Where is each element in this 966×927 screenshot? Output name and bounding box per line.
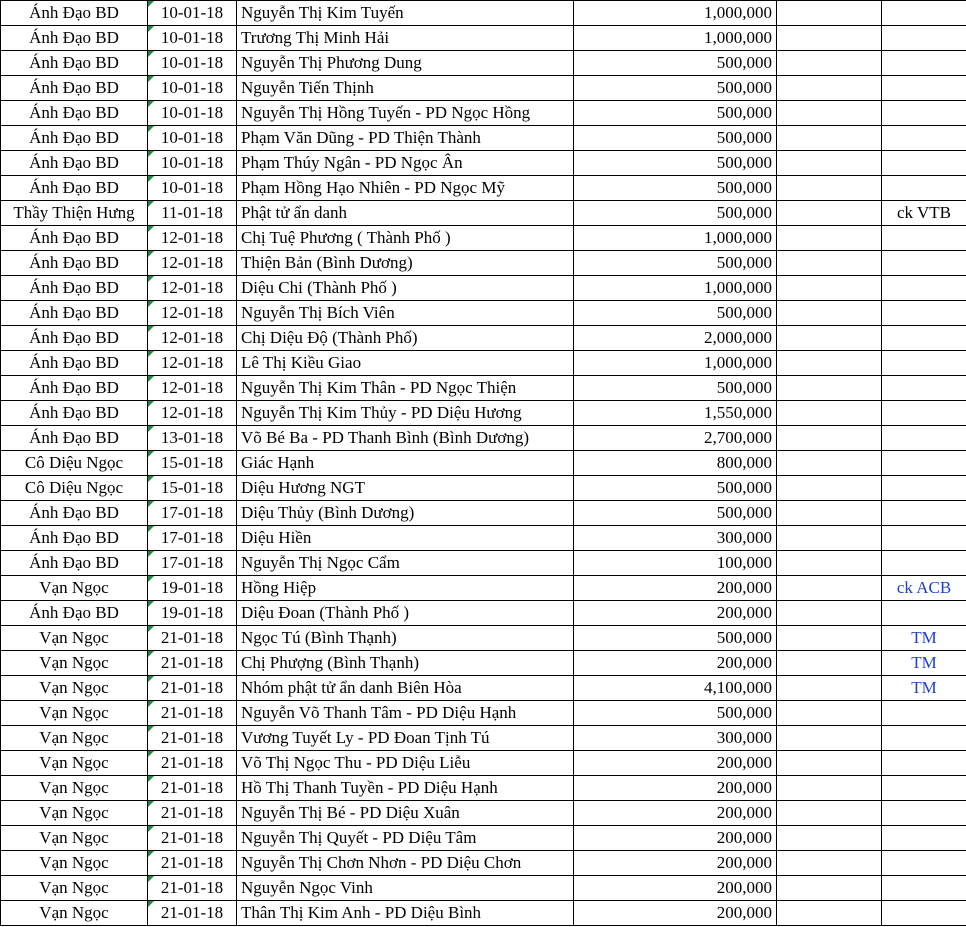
- cell-donor-name[interactable]: Nguyễn Thị Kim Thân - PD Ngọc Thiện: [237, 376, 574, 401]
- cell-amount[interactable]: 500,000: [574, 626, 777, 651]
- cell-empty[interactable]: [777, 326, 882, 351]
- cell-donor-name[interactable]: Nguyễn Thị Quyết - PD Diệu Tâm: [237, 826, 574, 851]
- table-row: [1, 701, 966, 726]
- table-row: [1, 776, 966, 801]
- cell-source[interactable]: Vạn Ngọc: [1, 851, 148, 876]
- cell-note[interactable]: [882, 876, 966, 901]
- cell-date[interactable]: 21-01-18: [148, 826, 237, 851]
- cell-source[interactable]: Vạn Ngọc: [1, 626, 148, 651]
- cell-note[interactable]: [882, 451, 966, 476]
- cell-date[interactable]: 10-01-18: [148, 76, 237, 101]
- cell-empty[interactable]: [777, 676, 882, 701]
- table-row: [1, 451, 966, 476]
- cell-empty[interactable]: [777, 426, 882, 451]
- cell-source[interactable]: Ánh Đạo BD: [1, 601, 148, 626]
- table-row: [1, 551, 966, 576]
- cell-date[interactable]: 21-01-18: [148, 876, 237, 901]
- table-row: [1, 351, 966, 376]
- cell-donor-name[interactable]: Nguyễn Thị Chơn Nhơn - PD Diệu Chơn: [237, 851, 574, 876]
- cell-donor-name[interactable]: Nguyễn Thị Bé - PD Diệu Xuân: [237, 801, 574, 826]
- cell-note[interactable]: [882, 1, 966, 26]
- cell-empty[interactable]: [777, 451, 882, 476]
- cell-source[interactable]: Vạn Ngọc: [1, 901, 148, 926]
- table-row: [1, 301, 966, 326]
- cell-amount[interactable]: 1,000,000: [574, 276, 777, 301]
- table-row: [1, 851, 966, 876]
- cell-empty[interactable]: [777, 651, 882, 676]
- table-row: [1, 876, 966, 901]
- cell-empty[interactable]: [777, 476, 882, 501]
- table-row: [1, 1, 966, 26]
- cell-amount[interactable]: 2,700,000: [574, 426, 777, 451]
- cell-date[interactable]: 10-01-18: [148, 126, 237, 151]
- cell-note[interactable]: [882, 126, 966, 151]
- cell-amount[interactable]: 200,000: [574, 601, 777, 626]
- cell-note[interactable]: [882, 326, 966, 351]
- cell-donor-name[interactable]: Nguyễn Võ Thanh Tâm - PD Diệu Hạnh: [237, 701, 574, 726]
- table-row: [1, 151, 966, 176]
- cell-amount[interactable]: 200,000: [574, 651, 777, 676]
- cell-source[interactable]: Vạn Ngọc: [1, 651, 148, 676]
- table-row: [1, 801, 966, 826]
- table-row: [1, 276, 966, 301]
- cell-note[interactable]: [882, 351, 966, 376]
- cell-empty[interactable]: [777, 301, 882, 326]
- cell-donor-name[interactable]: Giác Hạnh: [237, 451, 574, 476]
- cell-note[interactable]: TM: [882, 626, 966, 651]
- cell-empty[interactable]: [777, 201, 882, 226]
- cell-note[interactable]: [882, 226, 966, 251]
- table-row: [1, 751, 966, 776]
- table-row: [1, 401, 966, 426]
- cell-date[interactable]: 21-01-18: [148, 651, 237, 676]
- cell-date[interactable]: 10-01-18: [148, 101, 237, 126]
- cell-donor-name[interactable]: Nhóm phật tử ẩn danh Biên Hòa: [237, 676, 574, 701]
- cell-amount[interactable]: 500,000: [574, 301, 777, 326]
- cell-amount[interactable]: 300,000: [574, 526, 777, 551]
- cell-donor-name[interactable]: Nguyễn Thị Phương Dung: [237, 51, 574, 76]
- cell-empty[interactable]: [777, 76, 882, 101]
- table-row: [1, 726, 966, 751]
- cell-date[interactable]: 19-01-18: [148, 601, 237, 626]
- cell-donor-name[interactable]: Ngọc Tú (Bình Thạnh): [237, 626, 574, 651]
- cell-empty[interactable]: [777, 101, 882, 126]
- cell-source[interactable]: Ánh Đạo BD: [1, 51, 148, 76]
- cell-empty[interactable]: [777, 751, 882, 776]
- cell-amount[interactable]: 500,000: [574, 51, 777, 76]
- cell-donor-name[interactable]: Thiện Bản (Bình Dương): [237, 251, 574, 276]
- cell-empty[interactable]: [777, 801, 882, 826]
- cell-date[interactable]: 15-01-18: [148, 476, 237, 501]
- table-row: [1, 826, 966, 851]
- cell-date[interactable]: 21-01-18: [148, 851, 237, 876]
- table-row: [1, 426, 966, 451]
- cell-note[interactable]: [882, 801, 966, 826]
- cell-amount[interactable]: 2,000,000: [574, 326, 777, 351]
- cell-empty[interactable]: [777, 826, 882, 851]
- cell-donor-name[interactable]: Chị Tuệ Phương ( Thành Phố ): [237, 226, 574, 251]
- cell-note[interactable]: TM: [882, 676, 966, 701]
- cell-donor-name[interactable]: Phạm Thúy Ngân - PD Ngọc Ân: [237, 151, 574, 176]
- cell-note[interactable]: [882, 101, 966, 126]
- cell-donor-name[interactable]: Nguyễn Ngọc Vinh: [237, 876, 574, 901]
- cell-amount[interactable]: 500,000: [574, 201, 777, 226]
- cell-source[interactable]: Vạn Ngọc: [1, 726, 148, 751]
- table-row: [1, 476, 966, 501]
- cell-source[interactable]: Ánh Đạo BD: [1, 276, 148, 301]
- cell-source[interactable]: Ánh Đạo BD: [1, 226, 148, 251]
- cell-empty[interactable]: [777, 351, 882, 376]
- cell-source[interactable]: Ánh Đạo BD: [1, 26, 148, 51]
- cell-amount[interactable]: 4,100,000: [574, 676, 777, 701]
- cell-empty[interactable]: [777, 126, 882, 151]
- cell-empty[interactable]: [777, 526, 882, 551]
- cell-empty[interactable]: [777, 176, 882, 201]
- cell-source[interactable]: Ánh Đạo BD: [1, 401, 148, 426]
- cell-donor-name[interactable]: Diệu Hương NGT: [237, 476, 574, 501]
- cell-empty[interactable]: [777, 51, 882, 76]
- cell-date[interactable]: 17-01-18: [148, 526, 237, 551]
- cell-empty[interactable]: [777, 601, 882, 626]
- cell-source[interactable]: Ánh Đạo BD: [1, 101, 148, 126]
- cell-source[interactable]: Ánh Đạo BD: [1, 526, 148, 551]
- table-row: [1, 226, 966, 251]
- cell-amount[interactable]: 1,550,000: [574, 401, 777, 426]
- table-row: [1, 251, 966, 276]
- cell-donor-name[interactable]: Diệu Đoan (Thành Phố ): [237, 601, 574, 626]
- cell-source[interactable]: Ánh Đạo BD: [1, 1, 148, 26]
- cell-empty[interactable]: [777, 576, 882, 601]
- cell-date[interactable]: 12-01-18: [148, 251, 237, 276]
- cell-amount[interactable]: 100,000: [574, 551, 777, 576]
- cell-note[interactable]: [882, 701, 966, 726]
- cell-date[interactable]: 12-01-18: [148, 301, 237, 326]
- cell-source[interactable]: Cô Diệu Ngọc: [1, 476, 148, 501]
- cell-donor-name[interactable]: Nguyễn Thị Hồng Tuyến - PD Ngọc Hồng: [237, 101, 574, 126]
- table-row: [1, 651, 966, 676]
- cell-source[interactable]: Vạn Ngọc: [1, 751, 148, 776]
- cell-date[interactable]: 12-01-18: [148, 226, 237, 251]
- cell-empty[interactable]: [777, 901, 882, 926]
- cell-donor-name[interactable]: Diệu Thủy (Bình Dương): [237, 501, 574, 526]
- cell-donor-name[interactable]: Nguyễn Thị Bích Viên: [237, 301, 574, 326]
- cell-amount[interactable]: 500,000: [574, 501, 777, 526]
- cell-note[interactable]: TM: [882, 651, 966, 676]
- cell-source[interactable]: Cô Diệu Ngọc: [1, 451, 148, 476]
- cell-date[interactable]: 10-01-18: [148, 1, 237, 26]
- cell-donor-name[interactable]: Phật tử ẩn danh: [237, 201, 574, 226]
- cell-donor-name[interactable]: Diệu Chi (Thành Phố ): [237, 276, 574, 301]
- cell-amount[interactable]: 500,000: [574, 476, 777, 501]
- cell-source[interactable]: Ánh Đạo BD: [1, 326, 148, 351]
- cell-empty[interactable]: [777, 551, 882, 576]
- cell-donor-name[interactable]: Hồng Hiệp: [237, 576, 574, 601]
- cell-note[interactable]: [882, 826, 966, 851]
- cell-empty[interactable]: [777, 26, 882, 51]
- cell-note[interactable]: [882, 851, 966, 876]
- cell-note[interactable]: [882, 376, 966, 401]
- cell-amount[interactable]: 500,000: [574, 151, 777, 176]
- cell-source[interactable]: Ánh Đạo BD: [1, 426, 148, 451]
- cell-amount[interactable]: 200,000: [574, 776, 777, 801]
- table-row: [1, 101, 966, 126]
- cell-date[interactable]: 11-01-18: [148, 201, 237, 226]
- cell-amount[interactable]: 1,000,000: [574, 26, 777, 51]
- table-row: [1, 676, 966, 701]
- cell-source[interactable]: Vạn Ngọc: [1, 801, 148, 826]
- cell-amount[interactable]: 200,000: [574, 876, 777, 901]
- cell-donor-name[interactable]: Võ Bé Ba - PD Thanh Bình (Bình Dương): [237, 426, 574, 451]
- cell-empty[interactable]: [777, 401, 882, 426]
- cell-note[interactable]: [882, 776, 966, 801]
- cell-note[interactable]: [882, 176, 966, 201]
- cell-date[interactable]: 21-01-18: [148, 751, 237, 776]
- cell-source[interactable]: Ánh Đạo BD: [1, 551, 148, 576]
- cell-amount[interactable]: 300,000: [574, 726, 777, 751]
- cell-donor-name[interactable]: Nguyễn Tiến Thịnh: [237, 76, 574, 101]
- table-row: [1, 201, 966, 226]
- cell-empty[interactable]: [777, 851, 882, 876]
- cell-empty[interactable]: [777, 226, 882, 251]
- table-row: [1, 376, 966, 401]
- cell-note[interactable]: [882, 601, 966, 626]
- cell-note[interactable]: [882, 726, 966, 751]
- cell-date[interactable]: 12-01-18: [148, 276, 237, 301]
- cell-donor-name[interactable]: Chị Phượng (Bình Thạnh): [237, 651, 574, 676]
- table-row: [1, 126, 966, 151]
- cell-note[interactable]: [882, 476, 966, 501]
- cell-date[interactable]: 21-01-18: [148, 726, 237, 751]
- cell-source[interactable]: Vạn Ngọc: [1, 776, 148, 801]
- cell-amount[interactable]: 200,000: [574, 751, 777, 776]
- cell-source[interactable]: Ánh Đạo BD: [1, 251, 148, 276]
- cell-source[interactable]: Ánh Đạo BD: [1, 76, 148, 101]
- cell-note[interactable]: [882, 526, 966, 551]
- cell-note[interactable]: [882, 426, 966, 451]
- cell-date[interactable]: 13-01-18: [148, 426, 237, 451]
- cell-donor-name[interactable]: Vương Tuyết Ly - PD Đoan Tịnh Tú: [237, 726, 574, 751]
- cell-empty[interactable]: [777, 376, 882, 401]
- cell-source[interactable]: Ánh Đạo BD: [1, 376, 148, 401]
- cell-donor-name[interactable]: Thân Thị Kim Anh - PD Diệu Bình: [237, 901, 574, 926]
- cell-donor-name[interactable]: Nguyễn Thị Kim Thủy - PD Diệu Hương: [237, 401, 574, 426]
- cell-amount[interactable]: 500,000: [574, 176, 777, 201]
- cell-date[interactable]: 12-01-18: [148, 401, 237, 426]
- cell-date[interactable]: 15-01-18: [148, 451, 237, 476]
- cell-amount[interactable]: 1,000,000: [574, 1, 777, 26]
- table-row: [1, 526, 966, 551]
- cell-donor-name[interactable]: Phạm Hồng Hạo Nhiên - PD Ngọc Mỹ: [237, 176, 574, 201]
- cell-date[interactable]: 12-01-18: [148, 351, 237, 376]
- cell-date[interactable]: 21-01-18: [148, 776, 237, 801]
- table-row: [1, 626, 966, 651]
- table-row: [1, 51, 966, 76]
- cell-amount[interactable]: 1,000,000: [574, 351, 777, 376]
- cell-date[interactable]: 21-01-18: [148, 901, 237, 926]
- cell-donor-name[interactable]: Nguyễn Thị Kim Tuyến: [237, 1, 574, 26]
- cell-date[interactable]: 21-01-18: [148, 701, 237, 726]
- cell-amount[interactable]: 500,000: [574, 101, 777, 126]
- table-row: [1, 601, 966, 626]
- cell-source[interactable]: Thầy Thiện Hưng: [1, 201, 148, 226]
- cell-donor-name[interactable]: Võ Thị Ngọc Thu - PD Diệu Liễu: [237, 751, 574, 776]
- cell-note[interactable]: [882, 301, 966, 326]
- cell-date[interactable]: 21-01-18: [148, 626, 237, 651]
- cell-amount[interactable]: 200,000: [574, 851, 777, 876]
- table-row: [1, 576, 966, 601]
- cell-date[interactable]: 17-01-18: [148, 551, 237, 576]
- cell-date[interactable]: 10-01-18: [148, 51, 237, 76]
- cell-amount[interactable]: 200,000: [574, 576, 777, 601]
- cell-note[interactable]: [882, 401, 966, 426]
- cell-date[interactable]: 12-01-18: [148, 376, 237, 401]
- cell-amount[interactable]: 200,000: [574, 901, 777, 926]
- cell-note[interactable]: ck VTB: [882, 201, 966, 226]
- cell-empty[interactable]: [777, 626, 882, 651]
- cell-empty[interactable]: [777, 276, 882, 301]
- cell-donor-name[interactable]: Trương Thị Minh Hải: [237, 26, 574, 51]
- cell-date[interactable]: 21-01-18: [148, 801, 237, 826]
- cell-note[interactable]: ck ACB: [882, 576, 966, 601]
- cell-source[interactable]: Ánh Đạo BD: [1, 501, 148, 526]
- cell-source[interactable]: Vạn Ngọc: [1, 676, 148, 701]
- cell-amount[interactable]: 200,000: [574, 826, 777, 851]
- cell-amount[interactable]: 200,000: [574, 801, 777, 826]
- cell-amount[interactable]: 500,000: [574, 376, 777, 401]
- cell-donor-name[interactable]: Diệu Hiền: [237, 526, 574, 551]
- table-row: [1, 901, 966, 926]
- cell-note[interactable]: [882, 501, 966, 526]
- table-row: [1, 501, 966, 526]
- cell-empty[interactable]: [777, 726, 882, 751]
- cell-note[interactable]: [882, 551, 966, 576]
- cell-source[interactable]: Vạn Ngọc: [1, 876, 148, 901]
- cell-source[interactable]: Ánh Đạo BD: [1, 151, 148, 176]
- cell-note[interactable]: [882, 26, 966, 51]
- cell-amount[interactable]: 500,000: [574, 76, 777, 101]
- cell-amount[interactable]: 1,000,000: [574, 226, 777, 251]
- cell-source[interactable]: Vạn Ngọc: [1, 701, 148, 726]
- cell-source[interactable]: Vạn Ngọc: [1, 826, 148, 851]
- cell-date[interactable]: 10-01-18: [148, 176, 237, 201]
- cell-date[interactable]: 19-01-18: [148, 576, 237, 601]
- cell-amount[interactable]: 500,000: [574, 701, 777, 726]
- cell-note[interactable]: [882, 51, 966, 76]
- cell-empty[interactable]: [777, 1, 882, 26]
- cell-note[interactable]: [882, 276, 966, 301]
- table-row: [1, 76, 966, 101]
- cell-note[interactable]: [882, 76, 966, 101]
- cell-date[interactable]: 12-01-18: [148, 326, 237, 351]
- table-row: [1, 176, 966, 201]
- cell-source[interactable]: Ánh Đạo BD: [1, 126, 148, 151]
- cell-donor-name[interactable]: Chị Diệu Độ (Thành Phố): [237, 326, 574, 351]
- cell-donor-name[interactable]: Phạm Văn Dũng - PD Thiện Thành: [237, 126, 574, 151]
- cell-amount[interactable]: 800,000: [574, 451, 777, 476]
- cell-amount[interactable]: 500,000: [574, 251, 777, 276]
- cell-empty[interactable]: [777, 776, 882, 801]
- cell-empty[interactable]: [777, 501, 882, 526]
- table-row: [1, 326, 966, 351]
- cell-date[interactable]: 17-01-18: [148, 501, 237, 526]
- cell-date[interactable]: 10-01-18: [148, 26, 237, 51]
- cell-source[interactable]: Ánh Đạo BD: [1, 351, 148, 376]
- cell-donor-name[interactable]: Hồ Thị Thanh Tuyền - PD Diệu Hạnh: [237, 776, 574, 801]
- cell-donor-name[interactable]: Nguyễn Thị Ngọc Cẩm: [237, 551, 574, 576]
- cell-empty[interactable]: [777, 876, 882, 901]
- cell-date[interactable]: 10-01-18: [148, 151, 237, 176]
- cell-source[interactable]: Vạn Ngọc: [1, 576, 148, 601]
- cell-note[interactable]: [882, 151, 966, 176]
- cell-empty[interactable]: [777, 151, 882, 176]
- sheet-body: [1, 1, 966, 926]
- table-row: [1, 26, 966, 51]
- cell-empty[interactable]: [777, 251, 882, 276]
- cell-note[interactable]: [882, 751, 966, 776]
- cell-donor-name[interactable]: Lê Thị Kiều Giao: [237, 351, 574, 376]
- cell-source[interactable]: Ánh Đạo BD: [1, 176, 148, 201]
- cell-note[interactable]: [882, 251, 966, 276]
- cell-amount[interactable]: 500,000: [574, 126, 777, 151]
- cell-date[interactable]: 21-01-18: [148, 676, 237, 701]
- cell-note[interactable]: [882, 901, 966, 926]
- cell-empty[interactable]: [777, 701, 882, 726]
- cell-source[interactable]: Ánh Đạo BD: [1, 301, 148, 326]
